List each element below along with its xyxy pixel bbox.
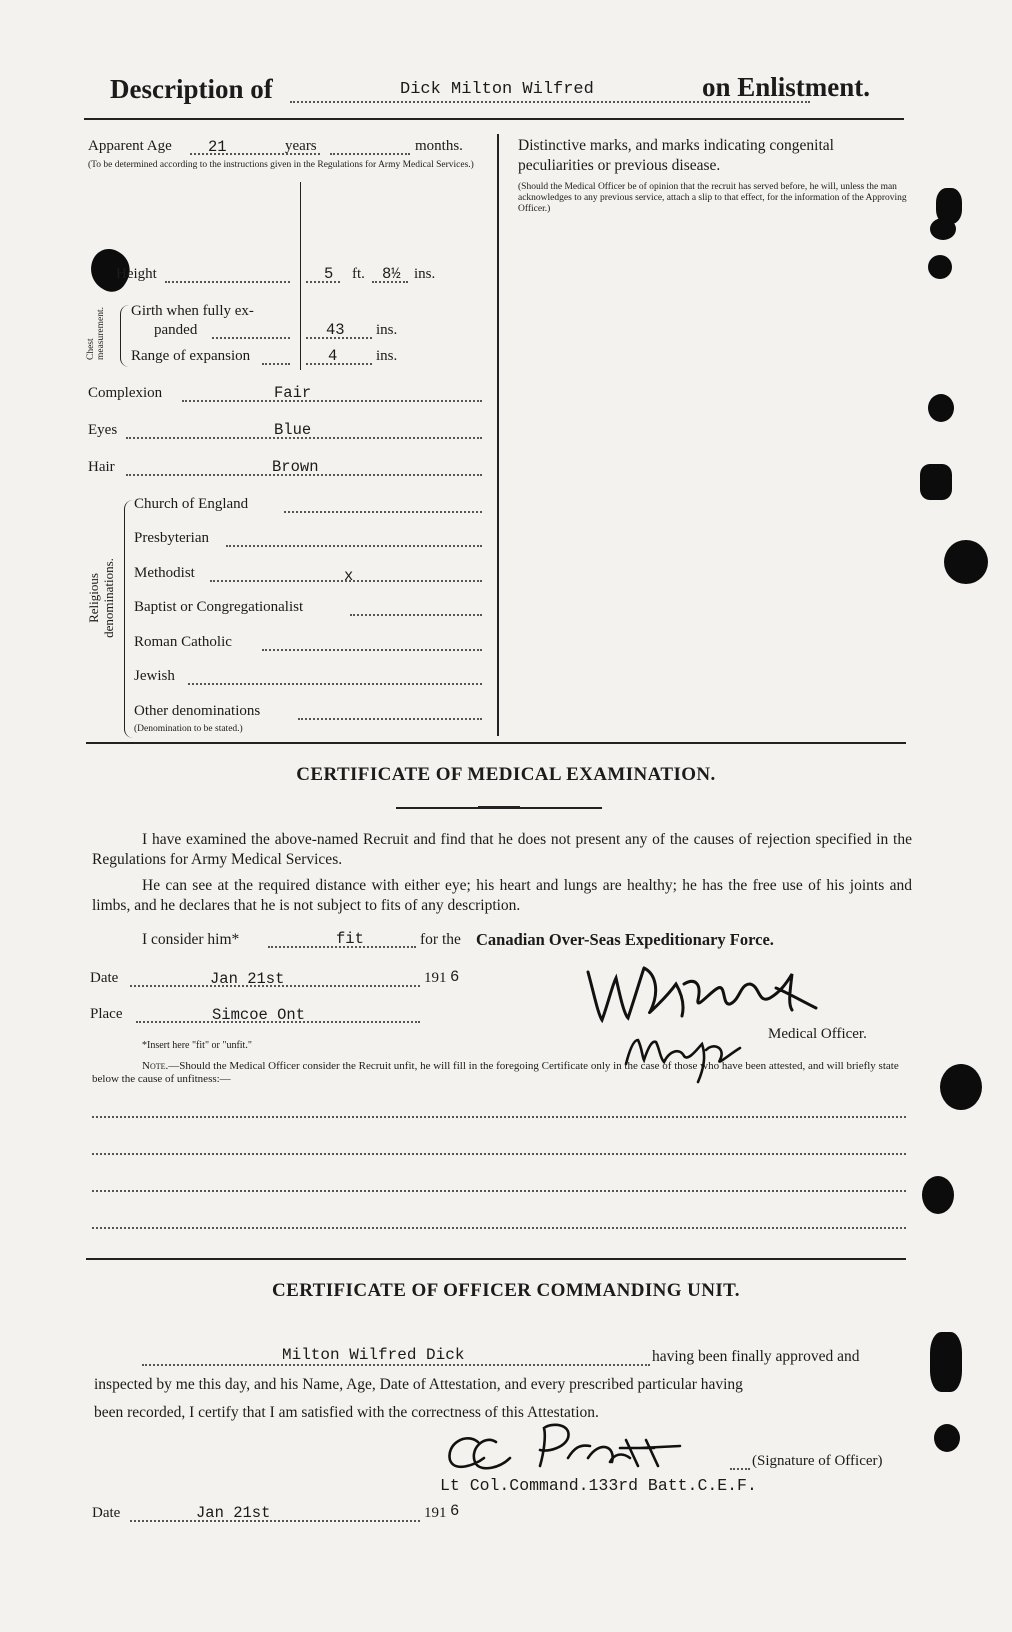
religion-label: Baptist or Congregationalist bbox=[134, 599, 304, 615]
consider-label: I consider him* bbox=[142, 931, 240, 948]
girth-label-2: panded bbox=[154, 322, 198, 338]
title-rule bbox=[84, 118, 904, 120]
chest-measurement-label: Chest measurement. bbox=[86, 306, 106, 360]
height-ft-value: 5 bbox=[324, 265, 334, 283]
note-text: —Should the Medical Officer consider the Recruit unfit, he will fill in the foregoing Certificate only in the case of those who have been attested, and will briefly state below the cause of unfitness:— bbox=[92, 1060, 899, 1085]
commanding-date-label: Date bbox=[92, 1505, 121, 1521]
commanding-text-2: inspected by me this day, and his Name, Age, Date of Attestation, and every prescribed particular having bbox=[94, 1376, 743, 1393]
note-label: Note. bbox=[142, 1060, 169, 1072]
medical-note bbox=[92, 1060, 914, 1086]
punch-hole bbox=[928, 394, 954, 422]
section-rule bbox=[86, 742, 906, 744]
ins-label: ins. bbox=[414, 266, 436, 282]
other-denomination-note: (Denomination to be stated.) bbox=[134, 724, 243, 734]
for-the-label: for the bbox=[420, 931, 461, 948]
religious-denominations-label bbox=[86, 518, 116, 678]
chest-bracket bbox=[120, 305, 129, 367]
section-rule bbox=[86, 1258, 906, 1260]
title-suffix: on Enlistment. bbox=[702, 72, 871, 102]
age-note: (To be determined according to the instructions given in the Regulations for Army Medical Services.) bbox=[88, 160, 474, 170]
medical-year-suffix: 6 bbox=[450, 968, 460, 986]
punch-hole bbox=[920, 464, 952, 500]
medical-certificate-heading: CERTIFICATE OF MEDICAL EXAMINATION. bbox=[296, 764, 716, 785]
expansion-ins-label: ins. bbox=[376, 348, 398, 364]
years-label: years bbox=[285, 138, 317, 154]
age-value: 21 bbox=[208, 138, 227, 156]
religion-row bbox=[134, 668, 484, 688]
signature-of-officer-label: (Signature of Officer) bbox=[752, 1453, 883, 1469]
place-label: Place bbox=[90, 1006, 123, 1022]
religion-label: Presbyterian bbox=[134, 530, 209, 546]
religion-row bbox=[134, 496, 484, 516]
girth-label: Girth when fully ex- bbox=[131, 303, 254, 319]
height-in-value: 8½ bbox=[382, 265, 401, 283]
medical-date-label: Date bbox=[90, 970, 119, 986]
religion-label: Roman Catholic bbox=[134, 634, 232, 650]
commanding-certificate-heading: CERTIFICATE OF OFFICER COMMANDING UNIT. bbox=[272, 1280, 740, 1301]
document-title bbox=[110, 74, 890, 108]
place-value: Simcoe Ont bbox=[212, 1006, 306, 1024]
punch-hole bbox=[944, 540, 988, 584]
fitness-value: fit bbox=[336, 930, 364, 948]
force-name: Canadian Over-Seas Expeditionary Force. bbox=[476, 930, 774, 949]
punch-hole bbox=[934, 1424, 960, 1452]
girth-ins-label: ins. bbox=[376, 322, 398, 338]
commanding-year-prefix: 191 bbox=[424, 1505, 447, 1521]
unfitness-line bbox=[92, 1153, 906, 1155]
distinctive-marks-note: (Should the Medical Officer be of opinion that the recruit has served before, he will, unless the man acknowledges to any previous service, attach a slip to that effect, for the information of the Approving Officer.) bbox=[518, 182, 907, 214]
religion-row bbox=[134, 634, 484, 654]
heading-underline-bold bbox=[478, 806, 520, 809]
medical-officer-label: Medical Officer. bbox=[768, 1026, 867, 1042]
unfitness-line bbox=[92, 1190, 906, 1192]
religion-label: Jewish bbox=[134, 668, 175, 684]
religious-label-line-2: denominations. bbox=[101, 558, 116, 638]
commanding-date-value: Jan 21st bbox=[196, 1504, 271, 1522]
column-divider bbox=[497, 134, 499, 736]
inner-divider bbox=[300, 182, 301, 370]
commanding-officer-title: Lt Col.Command.133rd Batt.C.E.F. bbox=[440, 1476, 757, 1495]
title-recruit-name: Dick Milton Wilfred bbox=[400, 80, 594, 99]
insert-note: *Insert here "fit" or "unfit." bbox=[142, 1040, 252, 1051]
commanding-officer-signature bbox=[440, 1418, 730, 1478]
religion-label: Methodist bbox=[134, 565, 195, 581]
unfitness-line bbox=[92, 1116, 906, 1118]
medical-year-prefix: 191 bbox=[424, 970, 447, 986]
religion-row bbox=[134, 530, 484, 550]
medical-paragraph-1: I have examined the above-named Recruit and find that he does not present any of the causes of rejection specified in the Regulations for Army Medical Services. bbox=[92, 831, 912, 868]
girth-value: 43 bbox=[326, 321, 345, 339]
unfitness-line bbox=[92, 1227, 906, 1229]
punch-hole bbox=[930, 218, 956, 240]
eyes-value: Blue bbox=[274, 421, 312, 439]
medical-paragraph-2: He can see at the required distance with either eye; his heart and lungs are healthy; he has the free use of his joints and limbs, and he declares that he is not subject to fits of any description. bbox=[92, 877, 912, 914]
religion-label: Other denominations bbox=[134, 703, 261, 719]
apparent-age-label: Apparent Age bbox=[88, 138, 172, 154]
title-prefix: Description of bbox=[110, 74, 273, 104]
complexion-label: Complexion bbox=[88, 385, 163, 401]
commanding-year-suffix: 6 bbox=[450, 1502, 460, 1520]
punch-hole bbox=[930, 1332, 962, 1392]
complexion-value: Fair bbox=[274, 384, 312, 402]
distinctive-marks-heading: Distinctive marks, and marks indicating congenital peculiarities or previous disease. bbox=[518, 137, 834, 174]
religions-bracket bbox=[124, 500, 133, 738]
religion-row bbox=[134, 703, 484, 723]
punch-hole bbox=[928, 255, 952, 279]
commanding-text-1: having been finally approved and bbox=[652, 1348, 860, 1365]
punch-hole bbox=[940, 1064, 982, 1110]
religion-mark: x bbox=[344, 567, 354, 585]
medical-date-value: Jan 21st bbox=[210, 970, 285, 988]
expansion-value: 4 bbox=[328, 347, 338, 365]
eyes-label: Eyes bbox=[88, 422, 118, 438]
height-label: Height bbox=[116, 266, 157, 282]
commanding-text-3: been recorded, I certify that I am satisfied with the correctness of this Attestation. bbox=[94, 1404, 599, 1421]
commanding-recruit-name: Milton Wilfred Dick bbox=[282, 1346, 465, 1364]
expansion-label: Range of expansion bbox=[131, 348, 251, 364]
religion-label: Church of England bbox=[134, 496, 249, 512]
ft-label: ft. bbox=[352, 266, 365, 282]
religious-label-line-1: Religious bbox=[86, 573, 101, 623]
religion-row bbox=[134, 599, 484, 619]
hair-label: Hair bbox=[88, 459, 115, 475]
religion-row bbox=[134, 565, 484, 585]
punch-hole bbox=[922, 1176, 954, 1214]
hair-value: Brown bbox=[272, 458, 319, 476]
months-label: months. bbox=[415, 138, 463, 154]
